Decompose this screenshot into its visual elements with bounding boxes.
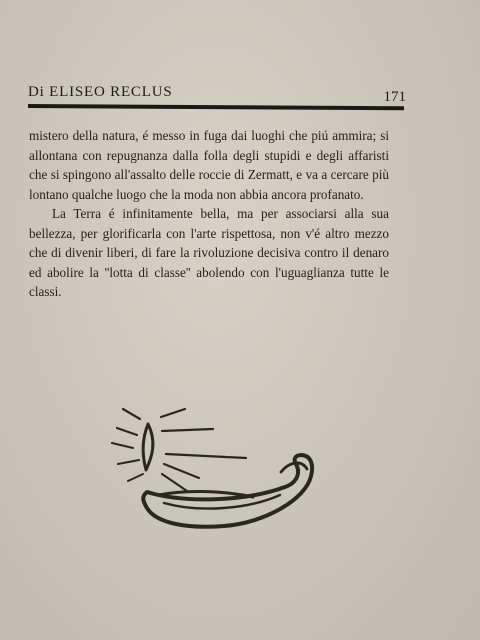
lamp-ray-5 (128, 474, 143, 481)
lamp-ray-9 (164, 464, 199, 478)
page-number: 171 (383, 89, 406, 105)
lamp-ray-3 (112, 443, 133, 448)
lamp-flame (143, 424, 153, 470)
lamp-ray-6 (161, 409, 185, 417)
paragraph-2: La Terra é infinitamente bella, ma per associarsi alla sua bellezza, per glorificarla con l'arte rispettosa, non v'é altro mezzo che di divenir liberi, di fare la rivoluzione decisiva contro il denaro ed abolire la ''lotta di classe'' abolendo con l'uguaglianza tutte le classi. (29, 206, 389, 299)
lamp-ray-7 (162, 429, 213, 431)
body-text (29, 126, 389, 302)
running-head: Di ELISEO RECLUS (28, 84, 173, 100)
lamp-ray-1 (123, 409, 140, 419)
oil-lamp-illustration (112, 401, 322, 536)
lamp-ray-8 (166, 454, 246, 458)
oil-lamp-icon (112, 401, 322, 536)
lamp-ray-2 (117, 428, 137, 435)
paragraph-1: mistero della natura, é messo in fuga dai luoghi che piú ammira; si allontana con repugnanza dalla folla degli stupidi e degli affaristi che si spingono all'assalto delle roccie di Zermatt, e va a cercare più lontano qualche luogo che la moda non abbia ancora profanato. (29, 128, 389, 202)
lamp-ray-10 (162, 474, 187, 491)
lamp-ray-4 (118, 460, 139, 464)
lamp-spout-curl (281, 463, 307, 472)
